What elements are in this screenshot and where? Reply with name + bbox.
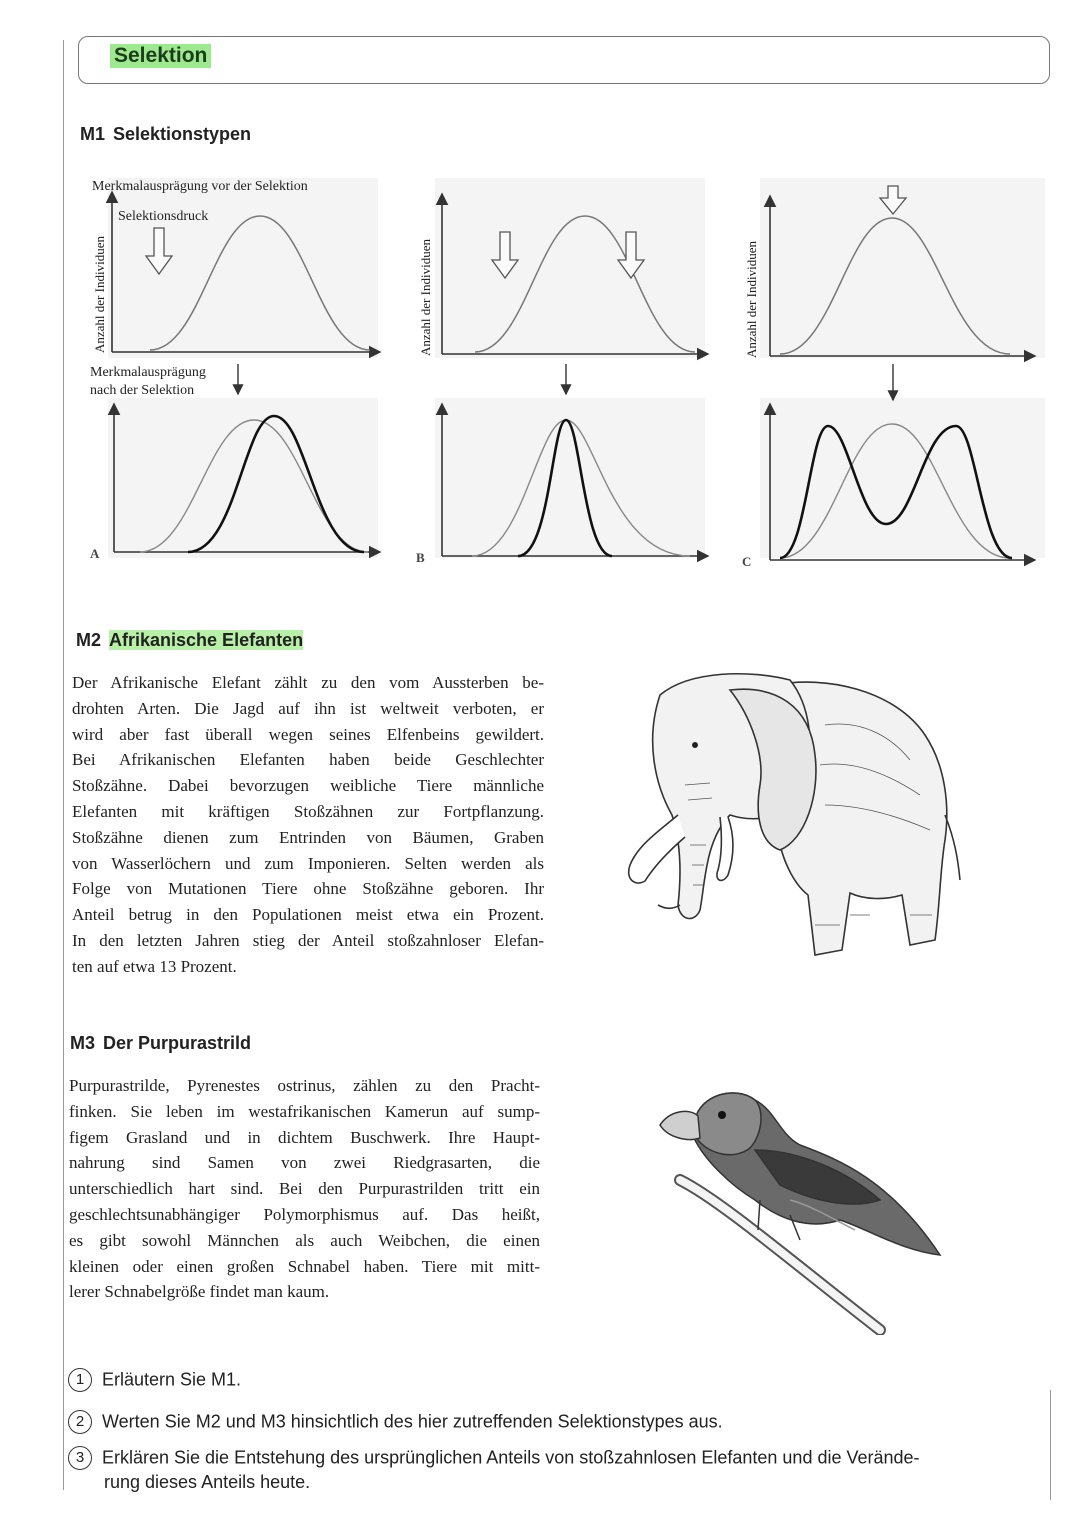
m3-paragraph — [69, 1073, 540, 1305]
m2-line: von Wasserlöchern und zum Imponieren. Selten werden als — [72, 853, 544, 873]
elephant-tusk-left — [629, 815, 685, 883]
panel-b-top-bg — [435, 178, 705, 358]
m3-line: Purpurastrilde, Pyrenestes ostrinus, zählen zu den Pracht- — [69, 1076, 540, 1095]
m3-line: finken. Sie leben im westafrikanischen Kamerun auf sump- — [69, 1101, 540, 1121]
page-title: Selektion — [110, 44, 211, 68]
task-number-2: 2 — [68, 1410, 92, 1434]
m3-heading — [70, 1033, 251, 1054]
bird-head — [695, 1093, 761, 1155]
task-number-3: 3 — [68, 1446, 92, 1470]
m3-line: kleinen oder einen großen Schnabel haben. Tiere mit mitt- — [69, 1256, 540, 1276]
task-text-2: Werten Sie M2 und M3 hinsichtlich des hier zutreffenden Selektionstypes aus. — [102, 1411, 723, 1432]
left-margin-line — [63, 40, 64, 1490]
m2-heading-text: Afrikanische Elefanten — [109, 630, 304, 650]
task-2 — [68, 1410, 723, 1434]
label-before-selection: Merkmalausprägung vor der Selektion — [92, 179, 308, 194]
m2-line: Bei Afrikanischen Elefanten haben beide Geschlechter — [72, 750, 544, 770]
y-axis-label-a: Anzahl der Individuen — [92, 236, 107, 353]
m2-line: Folge von Mutationen Tiere ohne Stoßzähne geboren. Ihr — [72, 879, 544, 899]
m1-heading — [80, 124, 251, 145]
y-axis-label-b: Anzahl der Individuen — [418, 239, 433, 356]
label-selection-pressure: Selektionsdruck — [118, 209, 209, 224]
y-axis-label-c: Anzahl der Individuen — [744, 241, 759, 358]
bird-illustration — [640, 1080, 960, 1335]
m2-line: In den letzten Jahren stieg der Anteil stoßzahnloser Elefan- — [72, 930, 544, 950]
m2-line: Elefanten mit kräftigen Stoßzähnen zur Fortpflanzung. — [72, 801, 544, 821]
m3-heading-text: Der Purpurastrild — [103, 1033, 252, 1053]
task-number-1: 1 — [68, 1368, 92, 1392]
elephant-trunk-tip — [658, 905, 680, 908]
task-text-1: Erläutern Sie M1. — [102, 1369, 242, 1390]
label-after-selection-1: Merkmalausprägung — [90, 365, 206, 380]
m2-line: wird aber fast überall wegen seines Elfenbeins gewildert. — [72, 724, 544, 744]
m3-heading-number: M3 — [70, 1033, 96, 1053]
m1-heading-number: M1 — [80, 124, 106, 144]
m2-heading-number: M2 — [76, 630, 102, 650]
label-after-selection-2: nach der Selektion — [90, 383, 195, 398]
panel-label-b: B — [416, 550, 425, 565]
m2-line: Der Afrikanische Elefant zählt zu den vom Aussterben be- — [72, 673, 544, 692]
panel-c-top-bg — [760, 178, 1045, 358]
m2-line: ten auf etwa 13 Prozent. — [72, 956, 237, 976]
task-text-3-line-2: rung dieses Anteils heute. — [104, 1472, 311, 1492]
m2-line: Stoßzähne dienen zum Entrinden von Bäumen, Graben — [72, 827, 544, 847]
panel-label-c: C — [742, 554, 752, 569]
task-1 — [68, 1368, 241, 1392]
m3-line: nahrung sind Samen von zwei Riedgrasarten, die — [69, 1153, 540, 1173]
m3-line: figem Grasland und in dichtem Buschwerk. Ihre Haupt- — [69, 1127, 540, 1147]
title-box — [78, 36, 1050, 84]
task-3 — [68, 1446, 1038, 1493]
elephant-illustration — [610, 665, 970, 980]
m1-heading-text: Selektionstypen — [113, 124, 252, 144]
m2-line: drohten Arten. Die Jagd auf ihn ist weltweit verboten, er — [72, 698, 544, 718]
right-margin-line — [1050, 1390, 1051, 1500]
panel-c-bottom-bg — [760, 398, 1045, 558]
m2-heading — [76, 630, 303, 651]
m2-line: Stoßzähne. Dabei bevorzugen weibliche Tiere männliche — [72, 776, 544, 796]
m2-paragraph — [72, 670, 544, 980]
bird-beak — [660, 1111, 700, 1139]
panel-label-a: A — [90, 546, 100, 561]
m3-line: lerer Schnabelgröße findet man kaum. — [69, 1282, 330, 1302]
bird-eye — [718, 1111, 726, 1119]
selection-types-diagram — [80, 168, 1050, 578]
task-text-3-line-1: Erklären Sie die Entstehung des ursprünglichen Anteils von stoßzahnlosen Elefanten und die Verände- — [102, 1447, 920, 1468]
m3-line: unterschiedlich hart sind. Bei den Purpurastrilden tritt ein — [69, 1179, 540, 1199]
panel-a-top-bg — [108, 178, 378, 358]
m3-line: es gibt sowohl Männchen als auch Weibchen, die einen — [69, 1230, 540, 1250]
m2-line: Anteil betrug in den Populationen meist etwa ein Prozent. — [72, 905, 544, 925]
elephant-eye — [692, 742, 698, 748]
m3-line: geschlechtsunabhängiger Polymorphismus auf. Das heißt, — [69, 1204, 540, 1224]
